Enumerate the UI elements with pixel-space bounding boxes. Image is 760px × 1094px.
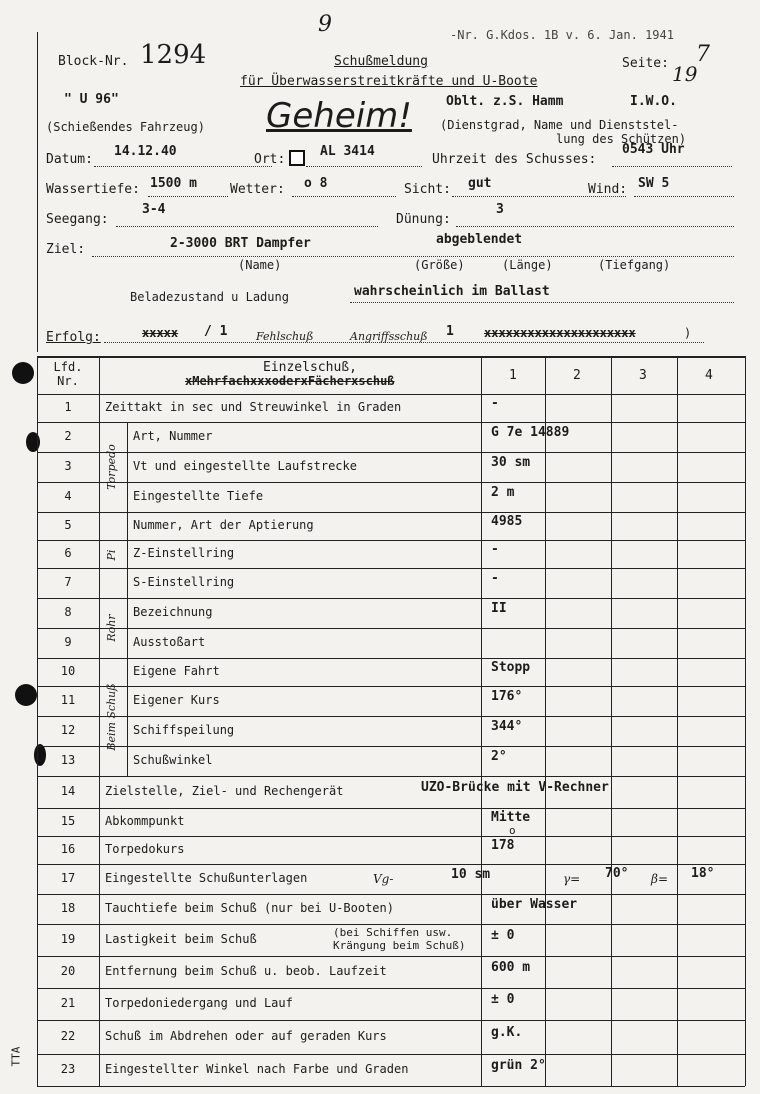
row-label: Vt und eingestellte Laufstrecke [133,459,357,473]
table-hline [37,894,745,895]
dotted-line [116,226,378,227]
row-label: Zeittakt in sec und Streuwinkel in Graden [105,400,402,414]
row-value: Stopp [491,660,531,675]
caption-name: (Name) [238,258,282,272]
row-label: Nummer, Art der Aptierung [133,518,314,532]
lfd-header: Lfd. [53,360,83,374]
row-value: - [491,396,499,411]
group-label-rohr: Rohr [105,614,118,642]
row19-note-2: Krängung beim Schuß) [333,939,466,952]
row-value: 176° [491,689,523,704]
dotted-line [292,196,396,197]
date-value: 14.12.40 [114,144,177,159]
punch-hole [15,684,37,706]
page-border-left [37,32,38,352]
column-header-4: 4 [705,368,713,383]
page-number: 7 [696,42,710,67]
row15-sub: o [509,824,516,837]
officer-caption-2: lung des Schützen) [556,132,687,146]
officer-name: Oblt. z.S. Hamm [446,94,564,109]
row-label: Eingestellte Tiefe [133,489,264,503]
row-value: 4985 [491,514,523,529]
row-number: 1 [64,400,72,414]
result-value: / 1 [204,324,228,339]
form-title: Schußmeldung [334,54,428,69]
row-number: 7 [64,575,72,589]
table-hline [37,482,745,483]
row-number: 3 [64,459,72,473]
table-hline [37,716,745,717]
row-value: 10 sm [451,867,491,882]
row-label: Z-Einstellring [133,546,235,560]
row-number: 22 [60,1029,76,1043]
row-label: Schiffspeilung [133,723,235,737]
row-label: Tauchtiefe beim Schuß (nur bei U-Booten) [105,901,394,915]
table-hline [37,988,745,989]
officer-role: I.W.O. [630,94,677,109]
dotted-line [456,226,734,227]
table-hline [37,512,745,513]
row-number: 12 [60,723,76,737]
group-label-torpedo: Torpedo [105,444,118,490]
table-hline [37,356,745,358]
dotted-line [306,166,422,167]
block-label: Block-Nr. [58,54,129,69]
shot-table [37,356,745,1086]
target-label: Ziel: [46,242,86,257]
table-vline [545,356,546,1086]
column-header-3: 3 [639,368,647,383]
row-label: S-Einstellring [133,575,235,589]
table-hline [37,658,745,659]
row-number: 13 [60,753,76,767]
einzel-header: Einzelschuß, [263,360,357,375]
registry-stamp: -Nr. G.Kdos. 1B v. 6. Jan. 1941 [450,28,674,42]
table-hline [37,1020,745,1021]
row-label: Entfernung beim Schuß u. beob. Laufzeit [105,964,387,978]
table-vline [611,356,612,1086]
row-number: 4 [64,489,72,503]
group-label-pi: Pi [105,549,118,561]
table-hline [37,808,745,809]
row19-note: (bei Schiffen usw. [333,926,453,939]
row-number: 20 [60,964,76,978]
row-number: 19 [60,932,76,946]
result-struck: xxxxx [142,326,179,340]
wind-label: Wind: [588,182,628,197]
boat-name: " U 96" [64,92,119,107]
swell-value: 3 [496,202,504,217]
row-label: Torpedoniedergang und Lauf [105,996,293,1010]
margin-note: TTA [9,1046,23,1067]
table-hline [37,394,745,395]
row-value: Mitte [491,810,531,825]
boat-caption: (Schießendes Fahrzeug) [46,120,205,134]
result-tail: ) [684,326,692,340]
table-hline [37,628,745,629]
row17-beta-value: 18° [691,866,715,881]
load-value: wahrscheinlich im Ballast [354,284,550,299]
target-name: 2-3000 BRT Dampfer [170,236,311,251]
swell-label: Dünung: [396,212,451,227]
table-hline [37,746,745,747]
einzel-header-struck: xMehrfachxxxoderxFächerxschuß [185,374,395,388]
column-header-1: 1 [509,368,517,383]
sea-state-value: 3-4 [142,202,166,217]
row-value: 2° [491,749,507,764]
row-label: Bezeichnung [133,605,213,619]
row17-gamma: γ= [563,872,581,886]
row-number: 14 [60,784,76,798]
table-hline [37,568,745,569]
row-label: Zielstelle, Ziel- und Rechengerät [105,784,344,798]
row-number: 23 [60,1062,76,1076]
dotted-line [94,166,272,167]
table-vline [127,422,128,776]
row-value: 600 m [491,960,531,975]
row-label: Torpedokurs [105,842,185,856]
row-label: Abkommpunkt [105,814,185,828]
row-value: grün 2° [491,1058,546,1073]
row-value: II [491,601,507,616]
form-subtitle: für Überwasserstreitkräfte und U-Boote [240,74,538,89]
row-number: 10 [60,664,76,678]
row-label: Schuß im Abdrehen oder auf geraden Kurs [105,1029,387,1043]
load-label: Beladezustand u Ladung [130,290,289,304]
caption-size: (Größe) [414,258,465,272]
row-value: 30 sm [491,455,531,470]
table-hline [37,1054,745,1055]
row-value: 178 [491,838,515,853]
nr-header: Nr. [57,374,79,388]
location-value: AL 3414 [320,144,375,159]
row-label: Art, Nummer [133,429,213,443]
time-value: 0543 Uhr [622,142,685,157]
row-number: 2 [64,429,72,443]
table-hline [37,540,745,541]
row-label: Ausstoßart [133,635,206,649]
row-value: G 7e 14889 [491,425,570,440]
dotted-line [612,166,732,167]
table-hline [37,776,745,777]
row-value: - [491,542,499,557]
secret-stamp: Geheim! [266,96,412,136]
time-label: Uhrzeit des Schusses: [432,152,597,167]
column-header-2: 2 [573,368,581,383]
depth-label: Wassertiefe: [46,182,140,197]
row-number: 5 [64,518,72,532]
row17-beta: β= [651,872,668,886]
sea-state-label: Seegang: [46,212,109,227]
attack-label: Angriffsschuß [350,330,428,343]
table-hline [37,836,745,837]
table-hline [37,924,745,925]
row-number: 17 [60,871,76,885]
table-hline [37,686,745,687]
row-value: 344° [491,719,523,734]
result-tail-struck: xxxxxxxxxxxxxxxxxxxxx [484,326,636,340]
row-number: 21 [60,996,76,1010]
table-hline [37,1086,745,1087]
row17-vg: Vg- [373,872,394,886]
row-value: ± 0 [491,928,515,943]
row17-gamma-value: 70° [605,866,629,881]
table-hline [37,422,745,423]
table-hline [37,864,745,865]
attack-value: 1 [446,324,454,339]
row-label: Lastigkeit beim Schuß [105,932,257,946]
location-label: Ort: [254,152,286,167]
officer-caption: (Dienstgrad, Name und Dienststel- [440,118,679,132]
wind-value: SW 5 [638,176,670,191]
row-number: 11 [60,693,76,707]
target-size: abgeblendet [436,232,523,247]
row-value: - [491,571,499,586]
row-number: 16 [60,842,76,856]
row-value: über Wasser [491,897,578,912]
block-number: 1294 [140,40,207,70]
page-number-handwritten: 19 [672,62,698,86]
punch-hole [12,362,34,384]
table-hline [37,452,745,453]
table-vline [677,356,678,1086]
table-hline [37,598,745,599]
date-label: Datum: [46,152,93,167]
dotted-line [148,196,228,197]
row-number: 15 [60,814,76,828]
caption-draught: (Tiefgang) [598,258,671,272]
dotted-line [92,256,734,257]
row-number: 18 [60,901,76,915]
row-value: 2 m [491,485,515,500]
square-icon [289,150,305,166]
row-value: g.K. [491,1025,523,1040]
row-label: Schußwinkel [133,753,213,767]
dotted-line [350,302,734,303]
row-label: Eigener Kurs [133,693,220,707]
dotted-line [634,196,734,197]
row-number: 6 [64,546,72,560]
row-label: Eigene Fahrt [133,664,220,678]
row-number: 8 [64,605,72,619]
miss-label: Fehlschuß [256,330,314,343]
weather-label: Wetter: [230,182,285,197]
caption-length: (Länge) [502,258,553,272]
table-vline [99,356,100,1086]
table-vline [481,356,482,1086]
row-value: UZO-Brücke mit V-Rechner [421,780,609,795]
page-label: Seite: [622,56,669,71]
visibility-value: gut [468,176,492,191]
result-label: Erfolg: [46,330,101,345]
top-stamp: 9 [318,12,332,37]
table-hline [37,956,745,957]
weather-value: o 8 [304,176,328,191]
group-label-beim: Beim Schuß [105,683,118,751]
row-number: 9 [64,635,72,649]
row-label: Eingestellte Schußunterlagen [105,871,308,885]
row-label: Eingestellter Winkel nach Farbe und Graden [105,1062,409,1076]
depth-value: 1500 m [150,176,197,191]
visibility-label: Sicht: [404,182,451,197]
table-vline [745,356,746,1086]
row-value: ± 0 [491,992,515,1007]
